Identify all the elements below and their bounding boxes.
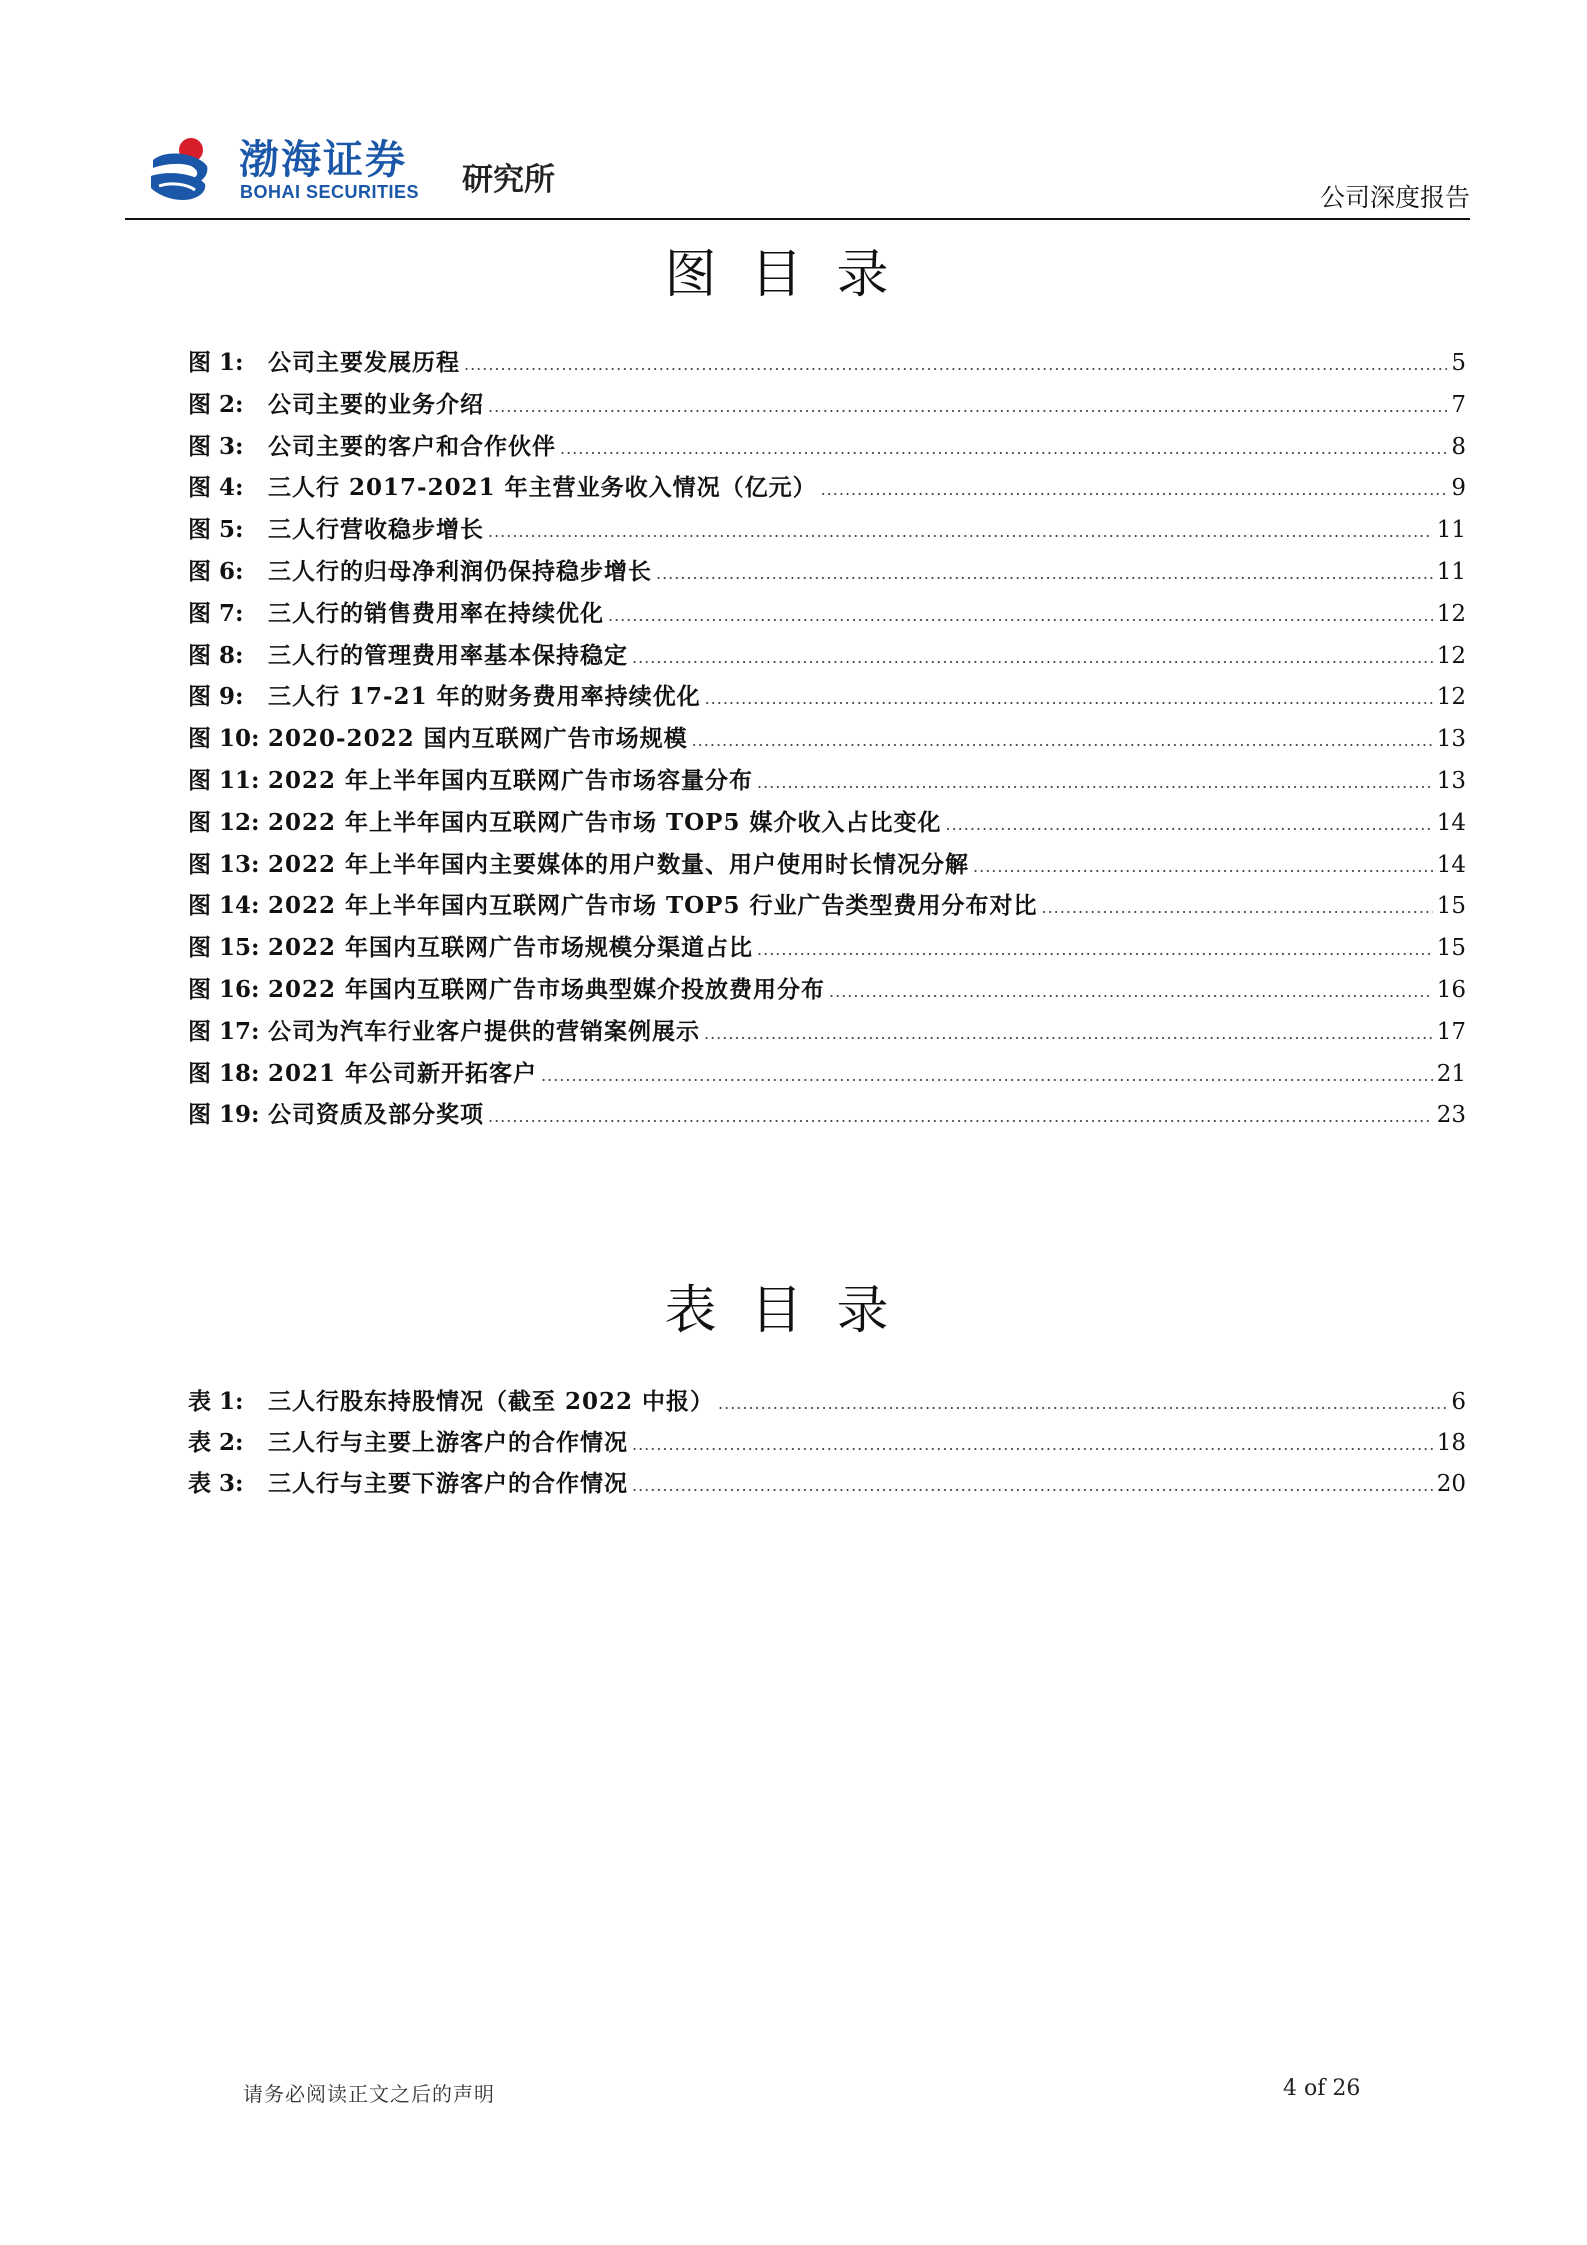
- toc-entry-label: 图 3:: [188, 432, 244, 460]
- toc-entry-label: 图 6:: [188, 557, 244, 585]
- toc-entry-label: 图 13:: [188, 850, 260, 878]
- dot-leader: [705, 689, 1433, 708]
- toc-entry[interactable]: [188, 1465, 1466, 1506]
- toc-entry-label: 图 1:: [188, 349, 244, 376]
- toc-entry-label: 图 2:: [188, 390, 244, 418]
- page-header: [125, 110, 1470, 220]
- toc-entry-label: 图 9:: [188, 683, 244, 711]
- toc-entry-title: 三人行与主要上游客户的合作情况: [268, 1429, 628, 1456]
- dot-leader: [1041, 898, 1432, 917]
- toc-entry[interactable]: [188, 428, 1466, 470]
- toc-entry-title: 三人行与主要下游客户的合作情况: [268, 1470, 628, 1497]
- toc-entry[interactable]: [188, 1424, 1466, 1465]
- toc-entry-page: 13: [1436, 726, 1466, 753]
- toc-entry-label: 表 2:: [188, 1429, 244, 1456]
- toc-entry-page: 7: [1451, 391, 1466, 418]
- dot-leader: [488, 1107, 1433, 1126]
- toc-entry-page: 16: [1436, 976, 1466, 1003]
- toc-entry-title: 公司主要的客户和合作伙伴: [268, 432, 556, 460]
- toc-entry[interactable]: [188, 637, 1466, 679]
- toc-entry-page: 23: [1436, 1102, 1466, 1129]
- tables-toc-list: [188, 1383, 1466, 1506]
- toc-entry[interactable]: [188, 804, 1466, 846]
- toc-entry-title: 2022 年上半年国内互联网广告市场 TOP5 行业广告类型费用分布对比: [268, 892, 1038, 920]
- toc-entry-title: 三人行 2017-2021 年主营业务收入情况（亿元）: [268, 474, 817, 502]
- toc-entry-label: 图 12:: [188, 808, 260, 836]
- toc-entry-page: 9: [1451, 475, 1466, 502]
- dot-leader: [829, 982, 1433, 1001]
- toc-entry-page: 11: [1436, 558, 1466, 585]
- toc-entry[interactable]: [188, 595, 1466, 637]
- figures-toc-list: [188, 344, 1466, 1138]
- dot-leader: [560, 439, 1447, 458]
- toc-entry[interactable]: [188, 846, 1466, 888]
- toc-entry-label: 图 10:: [188, 725, 260, 753]
- dot-leader: [632, 648, 1433, 667]
- toc-entry-page: 5: [1451, 350, 1466, 376]
- toc-entry-title: 公司主要发展历程: [268, 349, 460, 376]
- toc-entry-label: 图 7:: [188, 599, 244, 627]
- toc-entry-title: 2022 年上半年国内主要媒体的用户数量、用户使用时长情况分解: [268, 850, 970, 878]
- toc-entry-label: 图 17:: [188, 1017, 260, 1045]
- dot-leader: [632, 1435, 1433, 1454]
- toc-entry-page: 12: [1436, 642, 1466, 669]
- dot-leader: [821, 480, 1448, 499]
- toc-entry-label: 图 16:: [188, 975, 260, 1003]
- toc-entry-title: 2022 年国内互联网广告市场规模分渠道占比: [268, 934, 754, 962]
- tables-toc-title: 表目录: [664, 1281, 923, 1341]
- brand-name-en: BOHAI SECURITIES: [240, 182, 420, 202]
- toc-entry-title: 三人行 17-21 年的财务费用率持续优化: [268, 683, 701, 711]
- toc-entry[interactable]: [188, 469, 1466, 511]
- toc-entry-title: 2022 年上半年国内互联网广告市场容量分布: [268, 766, 754, 794]
- bohai-logo-icon: [147, 130, 217, 202]
- header-divider: [125, 218, 1470, 220]
- toc-entry-page: 17: [1436, 1018, 1466, 1045]
- brand-logo: [147, 122, 567, 212]
- toc-entry-title: 公司为汽车行业客户提供的营销案例展示: [268, 1017, 700, 1045]
- report-type: 公司深度报告: [1319, 183, 1470, 212]
- toc-entry-page: 12: [1436, 600, 1466, 627]
- toc-entry-page: 21: [1436, 1060, 1466, 1087]
- toc-entry[interactable]: [188, 386, 1466, 428]
- toc-entry-title: 2021 年公司新开拓客户: [268, 1059, 538, 1087]
- toc-entry-page: 13: [1436, 767, 1466, 794]
- toc-entry-title: 三人行的管理费用率基本保持稳定: [268, 641, 628, 669]
- toc-entry-page: 11: [1436, 517, 1466, 544]
- dot-leader: [608, 606, 1433, 625]
- toc-entry-title: 三人行的归母净利润仍保持稳步增长: [268, 557, 652, 585]
- toc-entry-title: 公司主要的业务介绍: [268, 390, 484, 418]
- toc-entry[interactable]: [188, 678, 1466, 720]
- toc-entry-title: 2020-2022 国内互联网广告市场规模: [268, 725, 688, 753]
- toc-entry-label: 图 15:: [188, 934, 260, 962]
- toc-entry[interactable]: [188, 1096, 1466, 1138]
- dot-leader: [541, 1066, 1433, 1085]
- toc-entry-page: 14: [1436, 809, 1466, 836]
- toc-entry-label: 图 4:: [188, 474, 244, 502]
- toc-entry[interactable]: [188, 1383, 1466, 1424]
- dot-leader: [704, 1024, 1433, 1043]
- toc-entry[interactable]: [188, 1013, 1466, 1055]
- dot-leader: [757, 940, 1433, 959]
- toc-entry-title: 2022 年国内互联网广告市场典型媒介投放费用分布: [268, 975, 826, 1003]
- toc-entry-label: 图 11:: [188, 766, 260, 794]
- toc-entry[interactable]: [188, 344, 1466, 386]
- toc-entry-title: 三人行股东持股情况（截至 2022 中报）: [268, 1388, 715, 1415]
- page-number: 4 of 26: [1283, 2076, 1361, 2101]
- toc-entry-label: 图 14:: [188, 892, 260, 920]
- toc-entry-page: 15: [1436, 893, 1466, 920]
- toc-entry-page: 20: [1436, 1471, 1466, 1497]
- dot-leader: [692, 731, 1433, 750]
- toc-entry-label: 图 8:: [188, 641, 244, 669]
- toc-entry[interactable]: [188, 720, 1466, 762]
- dot-leader: [973, 857, 1433, 876]
- brand-name-cn: 渤海证券: [239, 137, 407, 183]
- institute-name: 研究所: [462, 162, 555, 198]
- toc-entry[interactable]: [188, 511, 1466, 553]
- dot-leader: [718, 1394, 1447, 1413]
- toc-entry-title: 三人行营收稳步增长: [268, 516, 484, 544]
- footer-disclaimer: 请务必阅读正文之后的声明: [243, 2082, 495, 2106]
- toc-entry-page: 8: [1451, 433, 1466, 460]
- toc-entry-page: 18: [1436, 1430, 1466, 1456]
- dot-leader: [757, 773, 1433, 792]
- toc-entry[interactable]: [188, 929, 1466, 971]
- toc-entry-page: 12: [1436, 684, 1466, 711]
- figures-toc-title: 图目录: [664, 245, 923, 305]
- toc-entry-label: 表 3:: [188, 1470, 244, 1497]
- dot-leader: [632, 1476, 1433, 1495]
- toc-entry-label: 图 19:: [188, 1101, 260, 1129]
- toc-entry[interactable]: [188, 1055, 1466, 1097]
- toc-entry-title: 2022 年上半年国内互联网广告市场 TOP5 媒介收入占比变化: [268, 808, 942, 836]
- toc-entry-title: 公司资质及部分奖项: [268, 1101, 484, 1129]
- toc-entry-label: 图 18:: [188, 1059, 260, 1087]
- toc-entry[interactable]: [188, 762, 1466, 804]
- toc-entry-page: 14: [1436, 851, 1466, 878]
- toc-entry[interactable]: [188, 971, 1466, 1013]
- toc-entry[interactable]: [188, 553, 1466, 595]
- toc-entry-page: 15: [1436, 935, 1466, 962]
- dot-leader: [945, 815, 1432, 834]
- toc-entry-title: 三人行的销售费用率在持续优化: [268, 599, 604, 627]
- dot-leader: [464, 355, 1447, 374]
- dot-leader: [488, 522, 1433, 541]
- dot-leader: [656, 564, 1433, 583]
- toc-entry-page: 6: [1451, 1389, 1466, 1415]
- toc-entry-label: 图 5:: [188, 516, 244, 544]
- dot-leader: [488, 397, 1447, 416]
- toc-entry[interactable]: [188, 887, 1466, 929]
- toc-entry-label: 表 1:: [188, 1388, 244, 1415]
